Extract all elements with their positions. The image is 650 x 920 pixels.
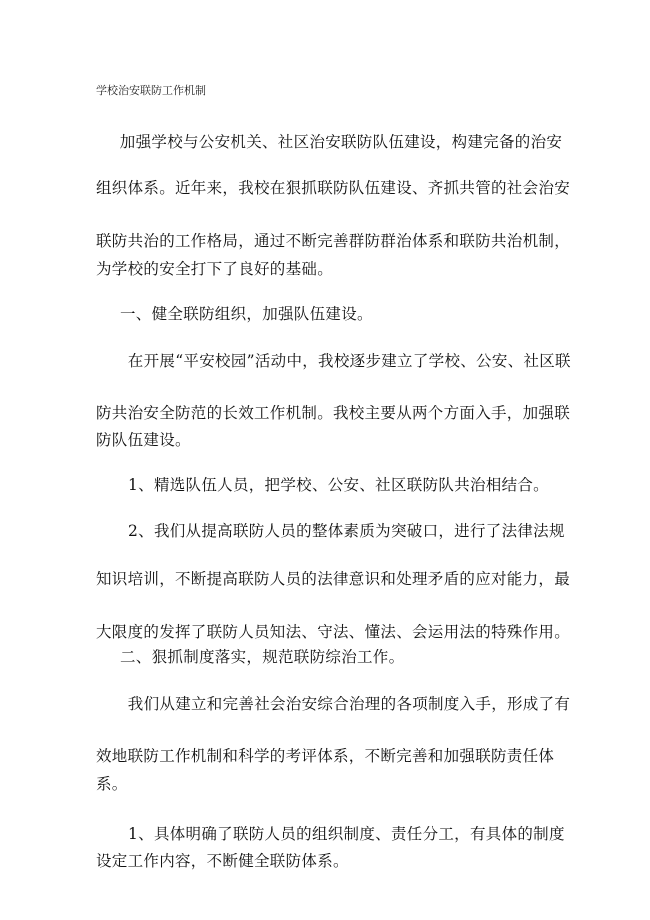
text-line: 1、具体明确了联防人员的组织制度、责任分工，有具体的制度 — [128, 825, 565, 843]
text-line: 为学校的安全打下了良好的基础。 — [96, 260, 334, 278]
text-line: 设定工作内容，不断健全联防体系。 — [96, 852, 349, 870]
text-line: 2、我们从提高联防人员的整体素质为突破口，进行了法律法规 — [128, 522, 565, 540]
text-line: 大限度的发挥了联防人员知法、守法、懂法、会运用法的特殊作用。 — [96, 623, 571, 641]
text-line: 组织体系。近年来，我校在狠抓联防队伍建设、齐抓共管的社会治安 — [96, 179, 571, 197]
text-line: 防队伍建设。 — [96, 431, 191, 449]
text-line: 防共治安全防范的长效工作机制。我校主要从两个方面入手，加强联 — [96, 404, 571, 422]
text-line: 知识培训，不断提高联防人员的法律意识和处理矛盾的应对能力，最 — [96, 570, 571, 588]
text-line: 加强学校与公安机关、社区治安联防队伍建设，构建完备的治安 — [104, 133, 563, 151]
document-title: 学校治安联防工作机制 — [96, 84, 206, 97]
text-line: 效地联防工作机制和科学的考评体系，不断完善和加强联防责任体 — [96, 747, 555, 765]
section-heading-1: 一、健全联防组织，加强队伍建设。 — [120, 305, 373, 323]
text-line: 联防共治的工作格局，通过不断完善群防群治体系和联防共治机制， — [96, 232, 571, 250]
text-line: 在开展“平安校园”活动中，我校逐步建立了学校、公安、社区联 — [112, 352, 571, 370]
text-line: 系。 — [96, 775, 128, 793]
text-line: 我们从建立和完善社会治安综合治理的各项制度入手，形成了有 — [112, 695, 571, 713]
section-heading-2: 二、狠抓制度落实，规范联防综治工作。 — [120, 648, 405, 666]
list-item-1: 1、精选队伍人员，把学校、公安、社区联防队共治相结合。 — [128, 476, 549, 494]
